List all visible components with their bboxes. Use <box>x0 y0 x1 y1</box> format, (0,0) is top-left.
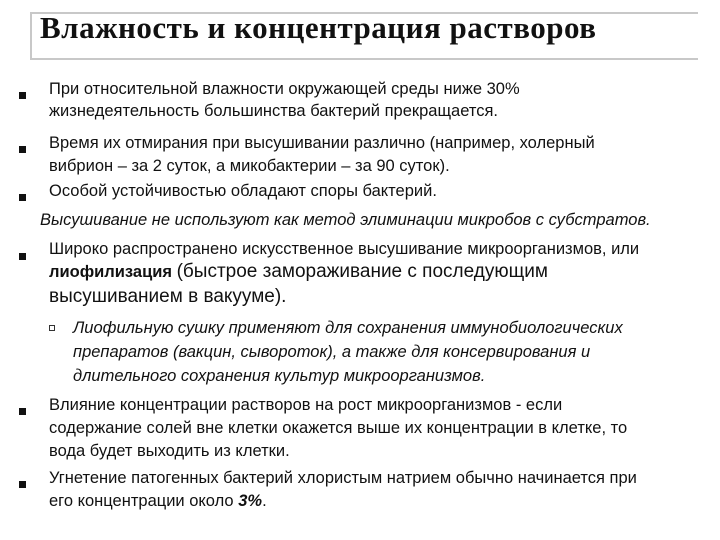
bullet-2-line-2: вибрион – за 2 суток, а микобактерии – за 90 суток). <box>49 157 450 175</box>
bullet-3-line-1: Особой устойчивостью обладают споры бактерий. <box>49 182 437 200</box>
bullet-2-line-1: Время их отмирания при высушивании различно (например, холерный <box>49 134 595 152</box>
term-lyophilization: лиофилизация <box>49 263 172 281</box>
sub-bullet-line-3: длительного сохранения культур микроорганизмов. <box>73 367 486 385</box>
sub-bullet-marker <box>49 325 55 331</box>
bullet-4-line-2-rest: (быстрое замораживание с последующим <box>176 261 548 282</box>
italic-note: Высушивание не используют как метод элиминации микробов с субстратов. <box>40 211 651 229</box>
concentration-value: 3% <box>238 492 263 510</box>
bullet-6-line-1: Угнетение патогенных бактерий хлористым натрием обычно начинается при <box>49 469 637 487</box>
bullet-1-line-2: жизнедеятельность большинства бактерий прекращается. <box>49 102 498 120</box>
bullet-1-line-1: При относительной влажности окружающей среды ниже 30% <box>49 80 520 98</box>
bullet-6-period: . <box>262 492 267 510</box>
sub-bullet-line-2: препаратов (вакцин, сывороток), а также для консервирования и <box>73 343 591 361</box>
bullet-marker <box>19 253 26 260</box>
bullet-marker <box>19 481 26 488</box>
bullet-5-line-1: Влияние концентрации растворов на рост микроорганизмов - если <box>49 396 563 414</box>
bullet-4-line-3: высушиванием в вакууме). <box>49 286 287 307</box>
bullet-4-line-1: Широко распространено искусственное высушивание микроорганизмов, или <box>49 240 640 258</box>
slide-title: Влажность и концентрация растворов <box>40 10 597 45</box>
bullet-marker <box>19 408 26 415</box>
bullet-marker <box>19 92 26 99</box>
bullet-4-line-2 <box>49 261 548 284</box>
bullet-marker <box>19 194 26 201</box>
bullet-marker <box>19 146 26 153</box>
bullet-5-line-3: вода будет выходить из клетки. <box>49 442 290 460</box>
bullet-6-line-2-prefix: его концентрации около <box>49 492 234 510</box>
bullet-6-line-2 <box>49 490 267 513</box>
sub-bullet-line-1: Лиофильную сушку применяют для сохранения иммунобиологических <box>73 319 623 337</box>
bullet-5-line-2: содержание солей вне клетки окажется выше их концентрации в клетке, то <box>49 419 628 437</box>
